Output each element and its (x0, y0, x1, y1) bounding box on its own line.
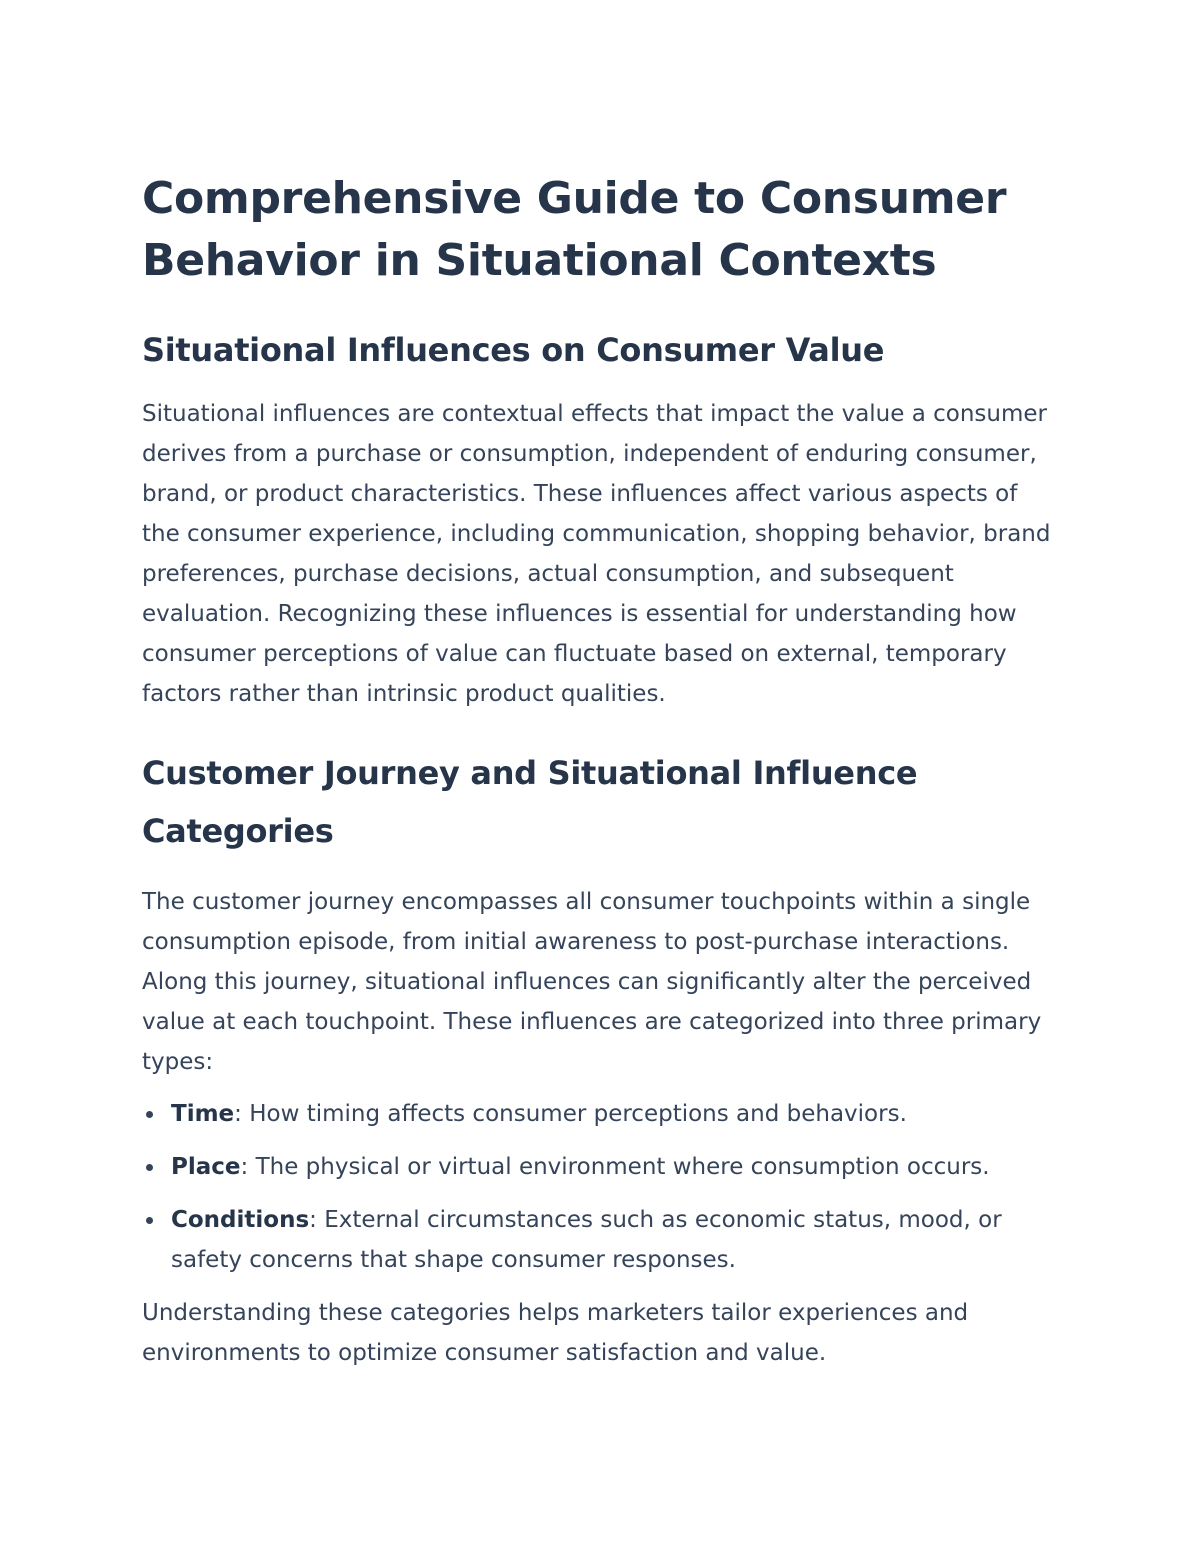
bullet-icon (146, 1217, 153, 1224)
list-item-conditions: Conditions: External circumstances such as economic status, mood, or safety concerns that shape consumer responses. (171, 1200, 1062, 1280)
list-item-desc: How timing affects consumer perceptions and behaviors. (249, 1101, 907, 1127)
list-item-term: Time (171, 1101, 235, 1127)
section-paragraph-customer-journey: The customer journey encompasses all consumer touchpoints within a single consumption episode, from initial awareness to post-purchase interactions. Along this journey, situational influences can significantly alter the perceived value at each touchpoint. These influences are categorized into three primary types: (142, 889, 1042, 1075)
list-item-desc: External circumstances such as economic status, mood, or safety concerns that shape consumer responses. (171, 1207, 1002, 1273)
bullet-icon (146, 1164, 153, 1171)
section-paragraph-situational-influences: Situational influences are contextual effects that impact the value a consumer derives from a purchase or consumption, independent of enduring consumer, brand, or product characteristics. These influences affect various aspects of the consumer experience, including communication, shopping behavior, brand preferences, purchase decisions, actual consumption, and subsequent evaluation. Recognizing these influences is essential for understanding how consumer perceptions of value can fluctuate based on external, temporary factors rather than intrinsic product qualities. (142, 401, 1051, 707)
list-item-time: Time: How timing affects consumer perceptions and behaviors. (171, 1094, 1062, 1134)
list-item-term: Conditions (171, 1207, 310, 1233)
list-item-desc: The physical or virtual environment where consumption occurs. (255, 1154, 990, 1180)
list-item-place: Place: The physical or virtual environment where consumption occurs. (171, 1147, 1062, 1187)
list-item-term: Place (171, 1154, 241, 1180)
bullet-icon (146, 1111, 153, 1118)
closing-paragraph: Understanding these categories helps marketers tailor experiences and environments to optimize consumer satisfaction and value. (142, 1300, 969, 1366)
influence-categories-list (142, 1094, 1062, 1280)
document-title: Comprehensive Guide to Consumer Behavior in Situational Contexts (142, 173, 1007, 286)
section-heading-customer-journey: Customer Journey and Situational Influence Categories (142, 754, 918, 850)
section-heading-situational-influences: Situational Influences on Consumer Value (142, 331, 885, 369)
